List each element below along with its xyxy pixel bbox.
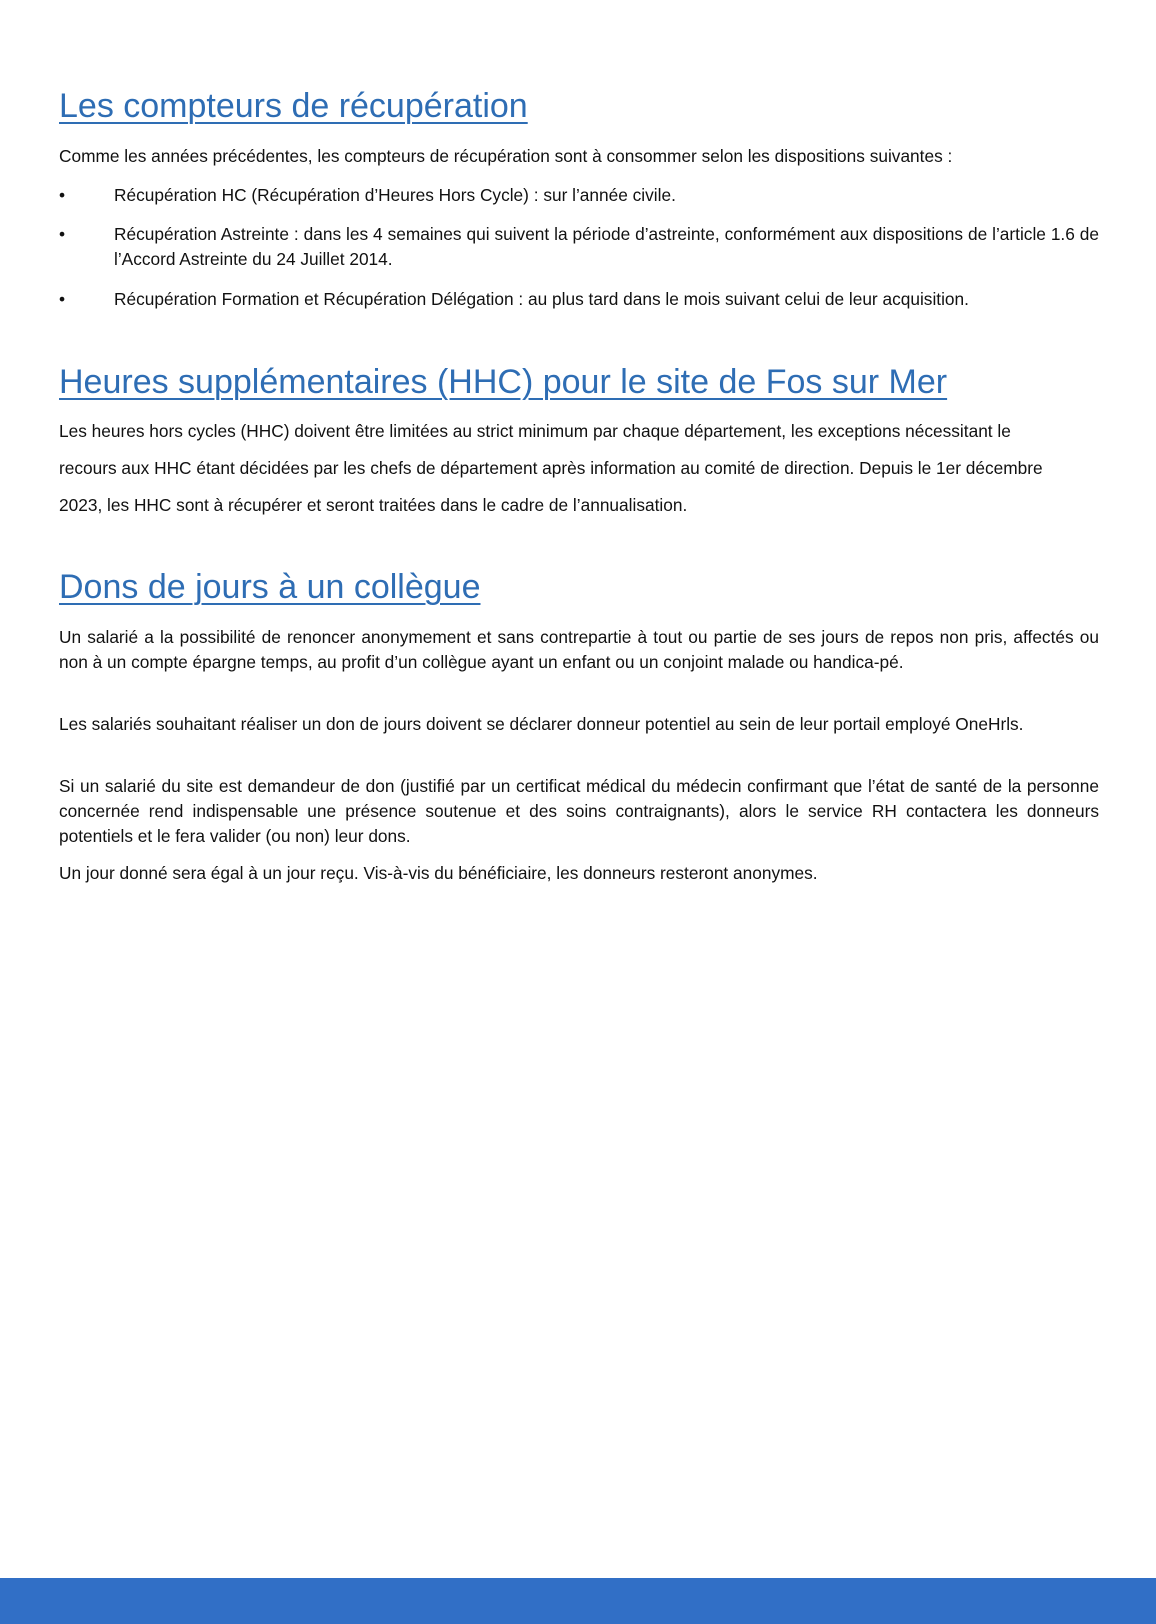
section-heading-compteurs: Les compteurs de récupération [59,87,528,125]
paragraph-compteurs-intro: Comme les années précédentes, les compteurs de récupération sont à consommer selon les dispositions suivantes : [59,146,953,166]
list-item [59,222,1099,272]
section-heading-dons: Dons de jours à un collègue [59,568,481,606]
paragraph-dons-4: Un jour donné sera égal à un jour reçu. Vis-à-vis du bénéficiaire, les donneurs resteront anonymes. [59,863,818,883]
paragraph-dons-3: Si un salarié du site est demandeur de don (justifié par un certificat médical du médecin confirmant que l’état de santé de la personne concernée rend indispensable une présence soutenue et des soins contraignants), alors le service RH contactera les donneurs potentiels et le fera valider (ou non) leur dons. [59,776,1099,846]
list-item-text: Récupération HC (Récupération d’Heures Hors Cycle) : sur l’année civile. [114,185,676,205]
section-heading-hhc: Heures supplémentaires (HHC) pour le site de Fos sur Mer [59,363,948,401]
paragraph-dons-1: Un salarié a la possibilité de renoncer anonymement et sans contrepartie à tout ou partie de ses jours de repos non pris, affectés ou non à un compte épargne temps, au profit d’un collègue ayant un enfant ou un conjoint malade ou handica-pé. [59,627,1099,672]
footer-bar [0,1578,1156,1624]
bullet-icon: • [59,289,66,309]
list-item [59,287,1099,312]
bullet-icon: • [59,185,66,205]
list-item-text: Récupération Astreinte : dans les 4 semaines qui suivent la période d’astreinte, conformément aux dispositions de l’article 1.6 de l’Accord Astreinte du 24 Juillet 2014. [114,224,1099,269]
bullet-icon: • [59,224,66,244]
paragraph-dons-2: Les salariés souhaitant réaliser un don de jours doivent se déclarer donneur potentiel au sein de leur portail employé OneHrls. [59,714,1024,734]
list-item [59,183,1099,208]
paragraph-hhc: Les heures hors cycles (HHC) doivent être limitées au strict minimum par chaque département, les exceptions nécessitant le recours aux HHC étant décidées par les chefs de département après information au comité de direction. Depuis le 1er décembre 2023, les HHC sont à récupérer et seront traitées dans le cadre de l’annualisation. [59,421,1043,515]
list-item-text: Récupération Formation et Récupération Délégation : au plus tard dans le mois suivant celui de leur acquisition. [114,289,969,309]
